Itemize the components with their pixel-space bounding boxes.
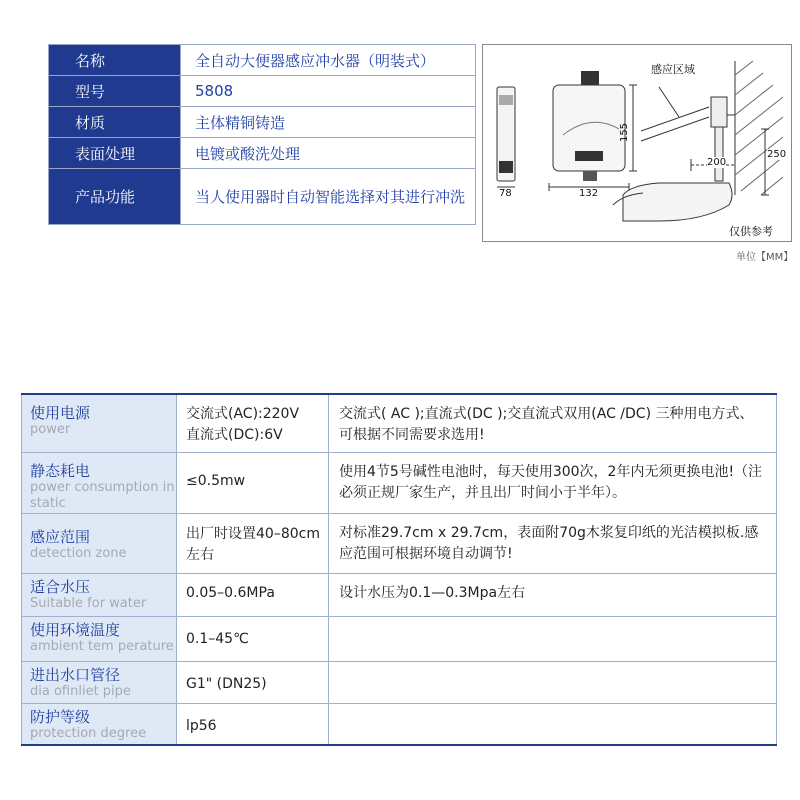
spec-row-pressure <box>22 573 777 616</box>
spec-row-consumption <box>22 452 777 513</box>
spec-note <box>329 703 777 745</box>
spec-value: lp56 <box>177 703 329 745</box>
spec-label-zh: 使用电源 <box>30 404 91 422</box>
spec-note: 使用4节5号碱性电池时，每天使用300次，2年内无须更换电池!（注必须正规厂家生产，并且出厂时间小于半年）。 <box>329 452 777 513</box>
spec-row-protection <box>22 703 777 745</box>
spec-label-zh: 防护等级 <box>30 707 91 726</box>
spec-value: 出厂时设置40–80cm左右 <box>177 513 329 573</box>
spec-label-en: ambient tem perature <box>30 638 174 654</box>
spec-label-cell <box>22 513 177 573</box>
dim-250: 250 <box>767 149 787 160</box>
spec-label-cell <box>22 394 177 452</box>
info-row-function <box>49 169 476 225</box>
info-label: 型号 <box>49 76 181 107</box>
diagram-drawing <box>483 45 793 243</box>
spec-note <box>329 661 777 703</box>
spec-label-cell <box>22 616 177 661</box>
spec-note: 对标准29.7cm x 29.7cm，表面附70g木浆复印纸的光洁模拟板.感应范围可根据环境自动调节! <box>329 513 777 573</box>
spec-label-cell <box>22 573 177 616</box>
spec-label-en: protection degree <box>30 725 147 741</box>
sensing-zone-label: 感应区域 <box>651 63 695 76</box>
info-value: 全自动大便器感应冲水器（明装式） <box>181 45 476 76</box>
info-label: 材质 <box>49 107 181 138</box>
info-value: 5808 <box>181 76 476 107</box>
spec-label-zh: 适合水压 <box>30 577 91 596</box>
info-row-material <box>49 107 476 138</box>
dim-200: 200 <box>707 157 727 168</box>
info-label: 名称 <box>49 45 181 76</box>
spec-value: ≤0.5mw <box>177 452 329 513</box>
spec-label-zh: 感应范围 <box>30 527 91 546</box>
dim-78: 78 <box>499 188 512 199</box>
spec-label-zh: 进出水口管径 <box>30 665 121 684</box>
info-label: 表面处理 <box>49 138 181 169</box>
spec-label-en: Suitable for water <box>30 595 147 611</box>
reference-only-note: 仅供参考 <box>729 225 773 238</box>
spec-note: 交流式( AC );直流式(DC );交直流式双用(AC /DC) 三种用电方式、 可根据不同需要求选用! <box>329 394 777 452</box>
spec-note: 设计水压为0.1—0.3Mpa左右 <box>329 573 777 616</box>
spec-row-pipe <box>22 661 777 703</box>
info-value: 电镀或酸洗处理 <box>181 138 476 169</box>
spec-label-zh: 静态耗电 <box>30 461 91 480</box>
units-note: 单位【MM】 <box>736 252 794 263</box>
info-row-model <box>49 76 476 107</box>
spec-label-en: power consumption in static <box>30 479 175 511</box>
spec-label-zh: 使用环境温度 <box>30 620 121 639</box>
installation-diagram <box>482 44 792 242</box>
info-row-name <box>49 45 476 76</box>
spec-value: 0.05–0.6MPa <box>177 573 329 616</box>
product-info-table <box>48 44 476 225</box>
spec-row-power <box>22 394 777 452</box>
spec-label-cell <box>22 661 177 703</box>
info-value: 主体精铜铸造 <box>181 107 476 138</box>
spec-table <box>21 393 777 746</box>
spec-label-cell <box>22 703 177 745</box>
info-label: 产品功能 <box>49 169 181 225</box>
spec-value: 0.1–45℃ <box>177 616 329 661</box>
info-row-surface <box>49 138 476 169</box>
spec-row-temperature <box>22 616 777 661</box>
dim-132: 132 <box>579 188 599 199</box>
spec-note <box>329 616 777 661</box>
spec-label-en: dia ofinliet pipe <box>30 683 131 699</box>
spec-row-detection <box>22 513 777 573</box>
spec-value: G1" (DN25) <box>177 661 329 703</box>
spec-label-cell <box>22 452 177 513</box>
info-value: 当人使用器时自动智能选择对其进行冲洗 <box>181 169 476 225</box>
spec-label-en: detection zone <box>30 545 127 561</box>
dim-155: 155 <box>619 122 631 143</box>
spec-label-en: power <box>30 422 71 437</box>
spec-value: 交流式(AC):220V 直流式(DC):6V <box>177 394 329 452</box>
